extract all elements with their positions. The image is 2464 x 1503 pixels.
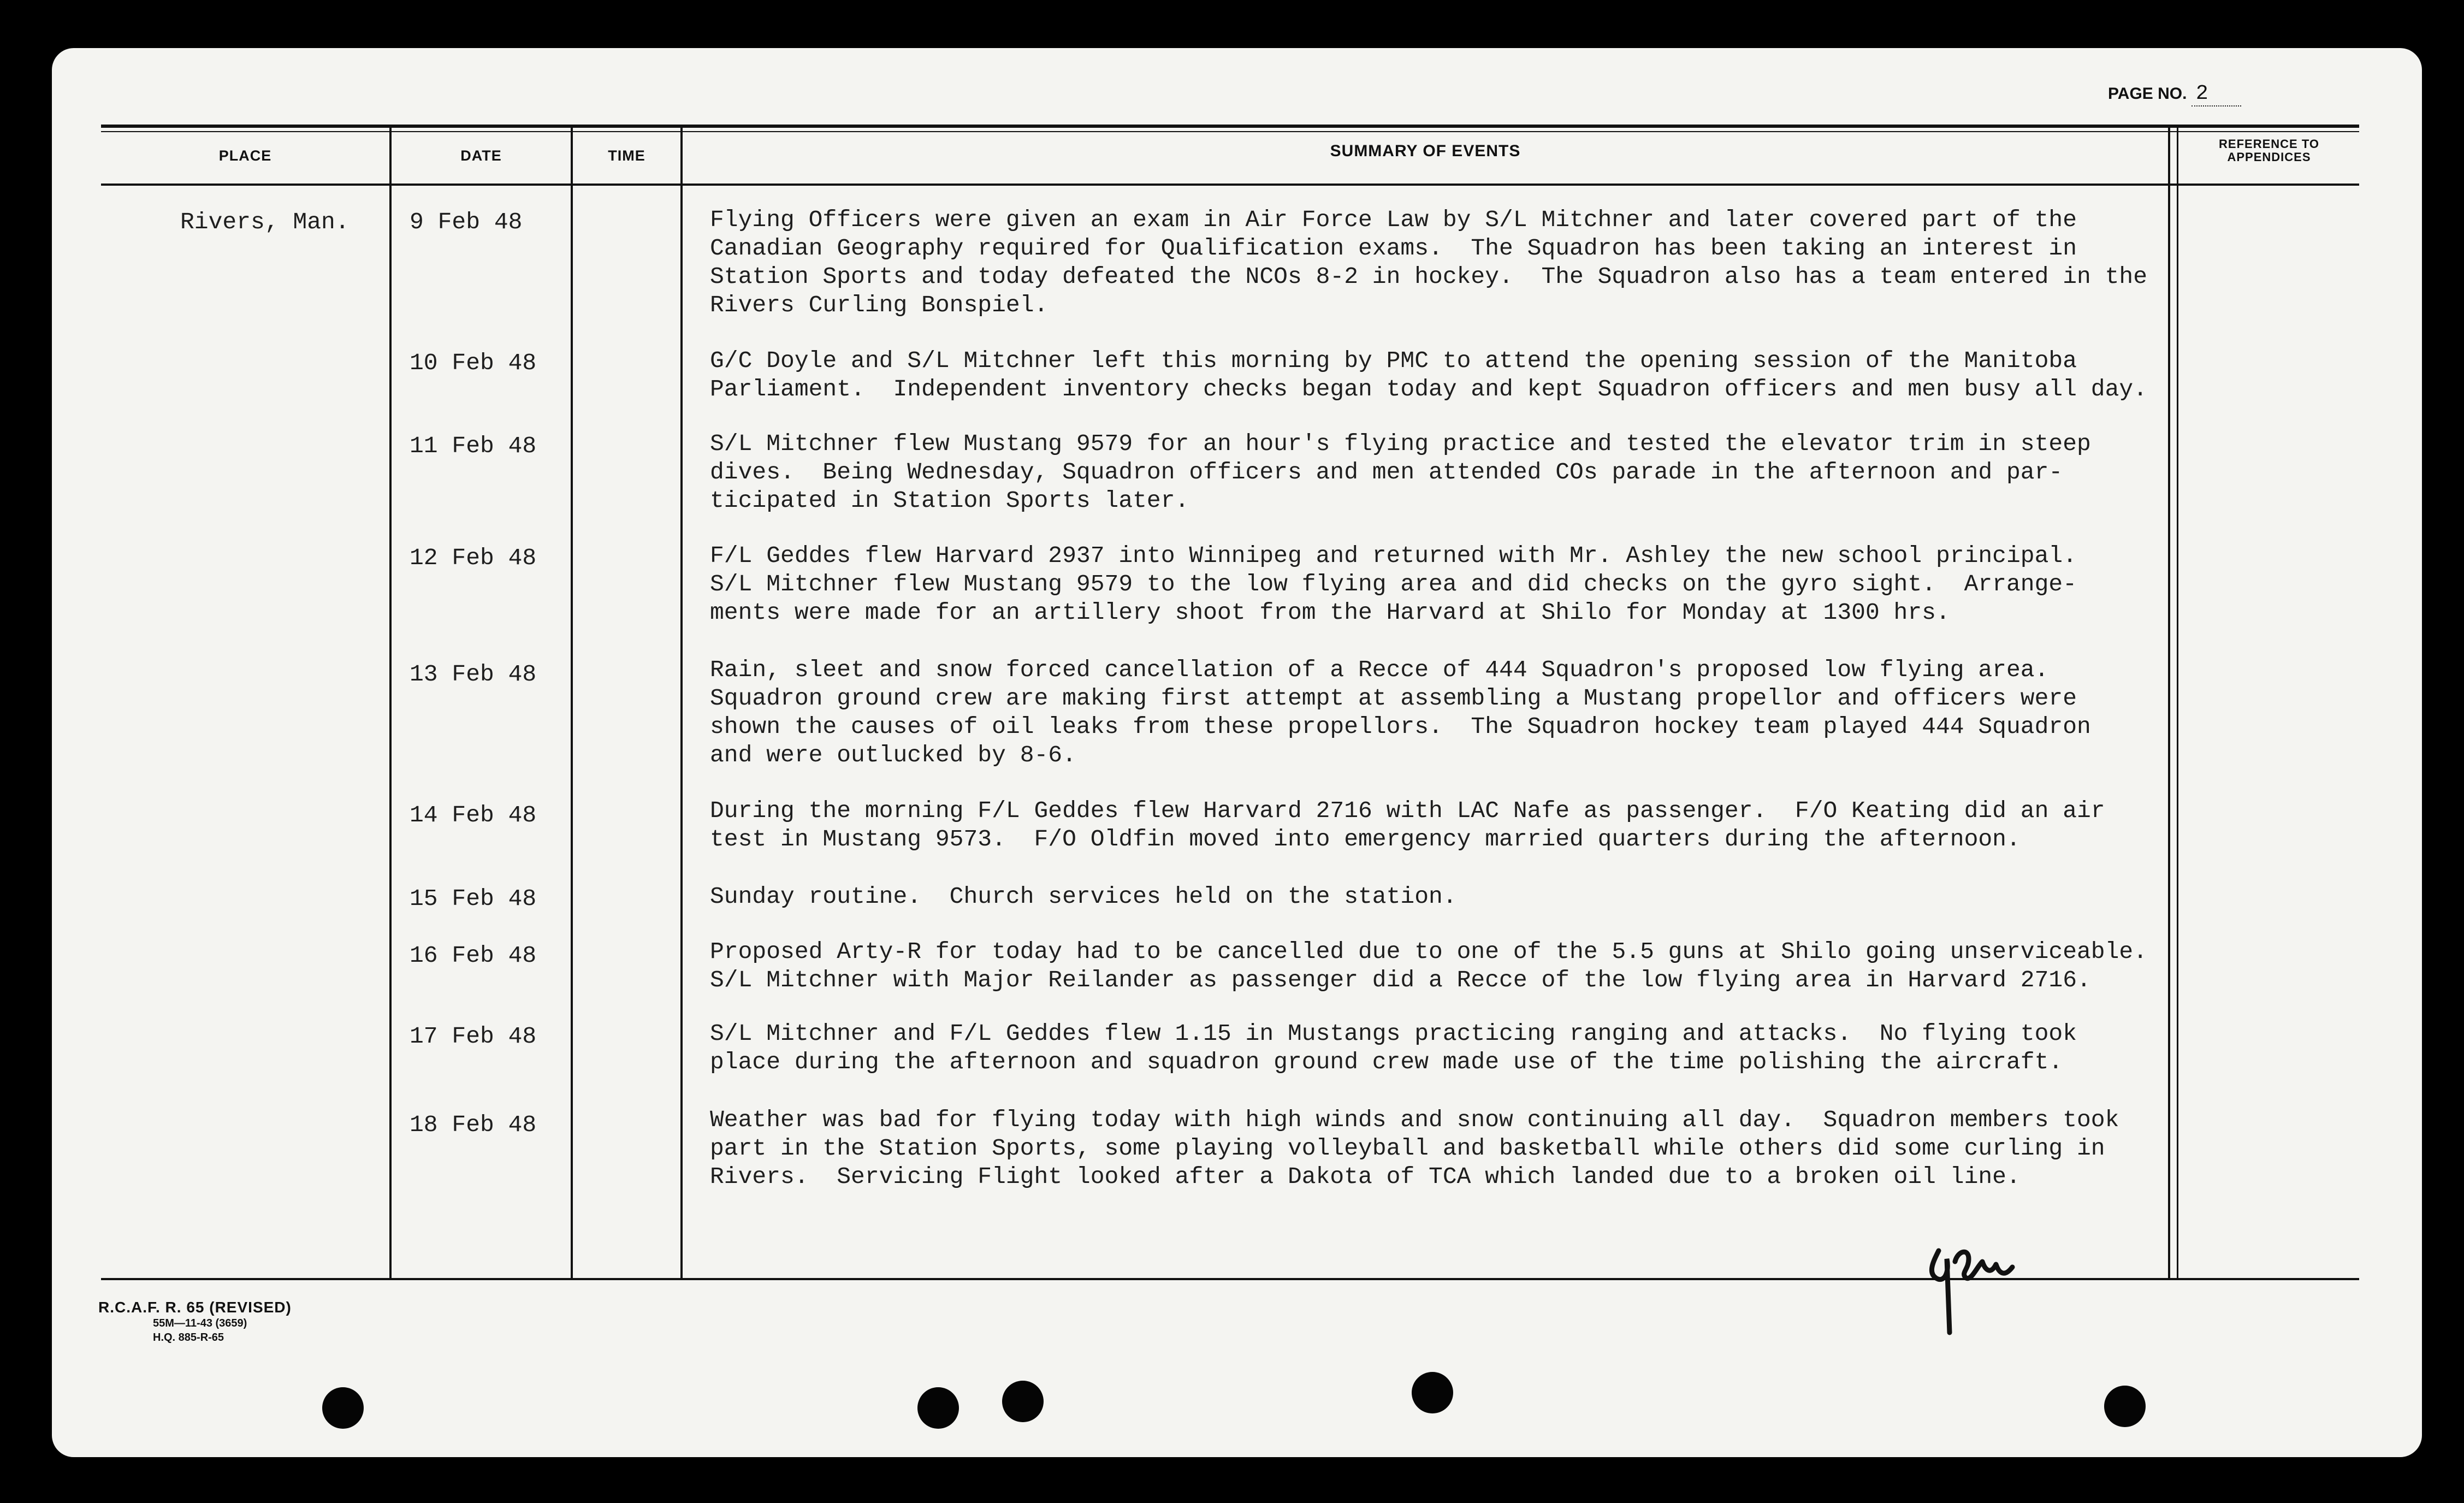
summary-line: During the morning F/L Geddes flew Harvard 2716 with LAC Nafe as passenger. F/O Keating did an air (710, 797, 2105, 824)
summary-line: Sunday routine. Church services held on the station. (710, 883, 1457, 910)
place-text: Rivers, Man. (180, 209, 350, 235)
summary-line: place during the afternoon and squadron ground crew made use of the time polishing the aircraft. (710, 1049, 2063, 1075)
summary-line: Proposed Arty-R for today had to be cancelled due to one of the 5.5 guns at Shilo going unserviceable. (710, 938, 2148, 965)
entry-date: 13 Feb 48 (410, 661, 537, 688)
header-reference: REFERENCE TO APPENDICES (2219, 137, 2319, 164)
form-number: R.C.A.F. R. 65 (REVISED) (98, 1299, 292, 1316)
summary-line: Parliament. Independent inventory checks began today and kept Squadron officers and men busy all day. (710, 376, 2148, 403)
signature-icon (1917, 1229, 2037, 1349)
summary-line: shown the causes of oil leaks from these propellors. The Squadron hockey team played 444 Squadron (710, 713, 2091, 740)
entry-date: 12 Feb 48 (410, 545, 537, 571)
form-print-code: 55M—11-43 (3659) (153, 1317, 247, 1329)
summary-line: ments were made for an artillery shoot from the Harvard at Shilo for Monday at 1300 hrs. (710, 599, 1950, 626)
entry-date: 17 Feb 48 (410, 1023, 537, 1050)
entry-summary (710, 883, 2173, 911)
page-number-value: 2 (2191, 82, 2241, 106)
entry-date: 18 Feb 48 (410, 1111, 537, 1138)
summary-line: part in the Station Sports, some playing volleyball and basketball while others did some curling in (710, 1135, 2105, 1162)
summary-line: Flying Officers were given an exam in Air Force Law by S/L Mitchner and later covered part of the (710, 206, 2077, 233)
summary-line: test in Mustang 9573. F/O Oldfin moved into emergency married quarters during the afternoon. (710, 826, 2021, 853)
entry-summary (710, 206, 2173, 319)
binder-hole (322, 1387, 364, 1429)
summary-line: S/L Mitchner flew Mustang 9579 for an hour's flying practice and tested the elevator trim in steep (710, 430, 2091, 457)
form-footer (98, 1299, 292, 1345)
summary-line: Weather was bad for flying today with high winds and snow continuing all day. Squadron members took (710, 1106, 2119, 1133)
entry-summary (710, 430, 2173, 515)
entry-summary (710, 542, 2173, 627)
header-top-rule-thin (101, 131, 2359, 132)
column-rule-reference (2177, 127, 2178, 1278)
entry-summary (710, 1020, 2173, 1076)
summary-line: and were outlucked by 8-6. (710, 742, 1076, 768)
binder-hole (1412, 1372, 1453, 1413)
header-date: DATE (460, 147, 502, 164)
column-rule-place (389, 127, 392, 1278)
summary-line: G/C Doyle and S/L Mitchner left this morning by PMC to attend the opening session of the Manitoba (710, 347, 2077, 374)
header-bottom-rule (101, 184, 2359, 186)
header-top-rule (101, 125, 2359, 128)
summary-line: S/L Mitchner with Major Reilander as passenger did a Recce of the low flying area in Harvard 2716. (710, 967, 2091, 993)
binder-hole (1002, 1381, 1044, 1422)
entry-summary (710, 938, 2173, 995)
page-number-label: PAGE NO. (2108, 85, 2187, 103)
column-rule-date (571, 127, 573, 1278)
summary-line: Rain, sleet and snow forced cancellation of a Recce of 444 Squadron's proposed low flying area. (710, 656, 2049, 683)
entry-date: 11 Feb 48 (410, 433, 537, 459)
binder-hole (2104, 1386, 2146, 1427)
entry-date: 9 Feb 48 (410, 209, 523, 235)
entry-summary (710, 797, 2173, 854)
page-number (2108, 82, 2241, 105)
entry-summary (710, 347, 2173, 404)
summary-line: S/L Mitchner and F/L Geddes flew 1.15 in Mustangs practicing ranging and attacks. No flying took (710, 1020, 2077, 1047)
binder-hole (917, 1387, 959, 1429)
header-time: TIME (608, 147, 645, 164)
entry-date: 15 Feb 48 (410, 885, 537, 912)
entry-date: 16 Feb 48 (410, 942, 537, 969)
form-hq-code: H.Q. 885-R-65 (153, 1332, 224, 1344)
summary-line: Canadian Geography required for Qualification exams. The Squadron has been taking an interest in (710, 235, 2077, 262)
summary-line: Rivers Curling Bonspiel. (710, 292, 1049, 318)
summary-line: Station Sports and today defeated the NCOs 8-2 in hockey. The Squadron also has a team entered in the (710, 263, 2148, 290)
column-rule-time (680, 127, 683, 1278)
entry-summary (710, 656, 2173, 770)
header-place: PLACE (218, 147, 272, 164)
header-summary: SUMMARY OF EVENTS (1330, 142, 1521, 160)
summary-line: Rivers. Servicing Flight looked after a Dakota of TCA which landed due to a broken oil line. (710, 1163, 2021, 1190)
summary-line: S/L Mitchner flew Mustang 9579 to the low flying area and did checks on the gyro sight. Arrange- (710, 571, 2077, 597)
entry-date: 14 Feb 48 (410, 802, 537, 829)
summary-line: Squadron ground crew are making first attempt at assembling a Mustang propellor and officers were (710, 685, 2077, 712)
entry-date: 10 Feb 48 (410, 350, 537, 376)
entry-summary (710, 1106, 2173, 1191)
summary-line: ticipated in Station Sports later. (710, 487, 1189, 514)
summary-line: dives. Being Wednesday, Squadron officers and men attended COs parade in the afternoon and par- (710, 459, 2063, 486)
summary-line: F/L Geddes flew Harvard 2937 into Winnipeg and returned with Mr. Ashley the new school principal. (710, 542, 2077, 569)
